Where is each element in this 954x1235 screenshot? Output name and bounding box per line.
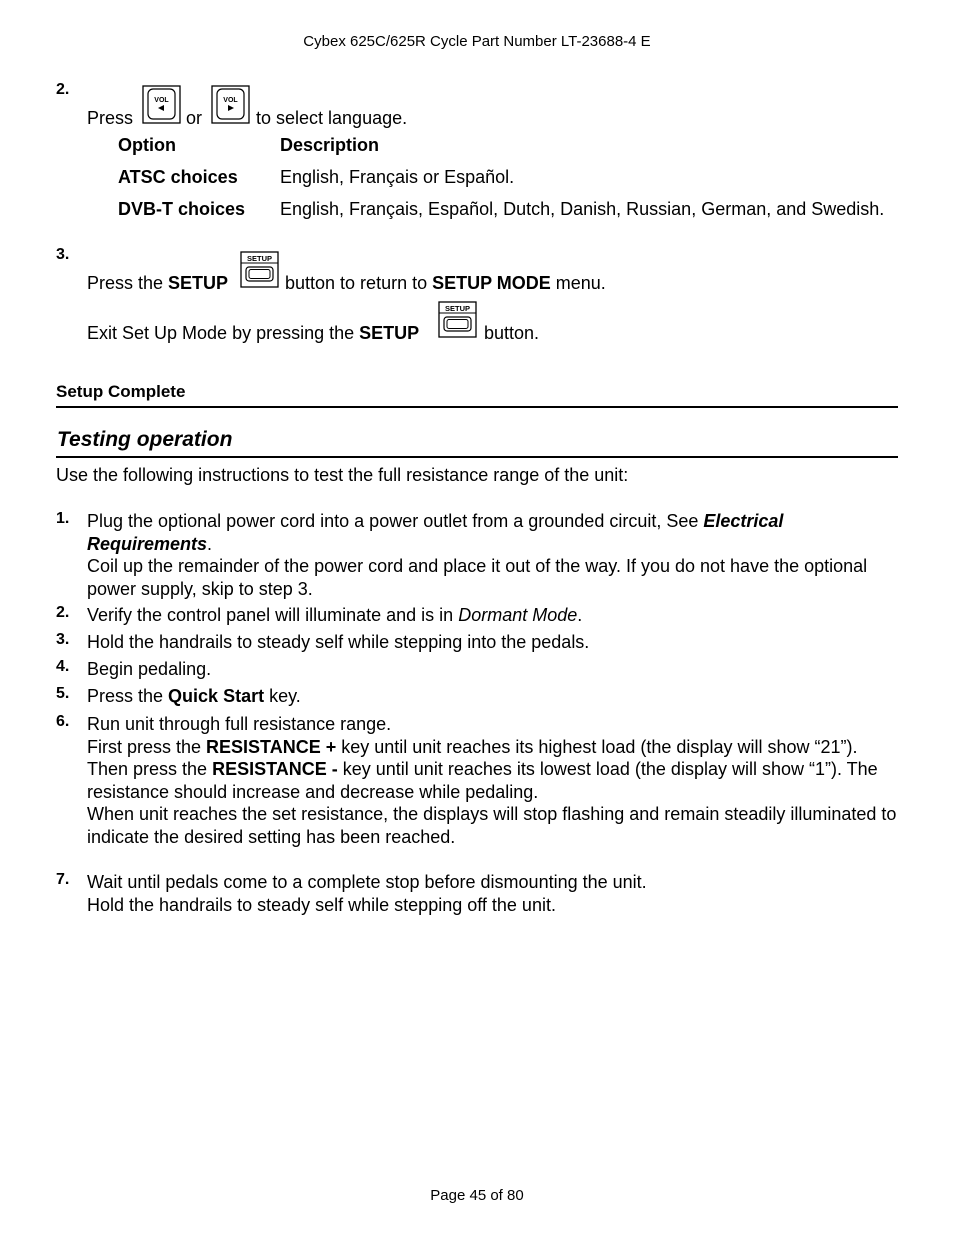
setup-label: SETUP — [246, 254, 273, 263]
vol-down-button-icon — [142, 85, 182, 125]
list-item: Run unit through full resistance range. First press the RESISTANCE + key until unit reaches its highest load (the display will show “21”). Then press the RESISTANCE - key until unit reaches its lowest load (the display will show “1”). The resistance should increase and decrease while pedaling. When unit reaches the set resistance, the displays will stop flashing and remain steadily illuminated to indicate the desired setting has been reached. — [87, 714, 897, 847]
table-cell-option: DVB-T choices — [118, 199, 246, 219]
table-cell-description: English, Français, Español, Dutch, Danish, Russian, German, and Swedish. — [280, 199, 885, 219]
or-text: or — [186, 108, 203, 128]
testing-intro: Use the following instructions to test the full resistance range of the unit: — [56, 465, 629, 485]
table-cell-description: English, Français or Español. — [280, 167, 515, 187]
section-divider — [56, 406, 898, 408]
press-text: Press — [87, 108, 134, 128]
exit-setup-line-tail: button. — [484, 323, 540, 343]
step-number: 5. — [56, 685, 70, 702]
step-number: 3. — [56, 631, 70, 648]
return-setup-line-tail: button to return to SETUP MODE menu. — [285, 273, 606, 293]
list-item: Wait until pedals come to a complete stop before dismounting the unit. Hold the handrails to steady self while stepping off the unit. — [87, 872, 647, 915]
testing-operation-heading: Testing operation — [57, 428, 233, 451]
vol-label: VOL — [223, 97, 238, 104]
table-header-description: Description — [280, 135, 380, 155]
table-cell-option: ATSC choices — [118, 167, 238, 187]
step-number: 2. — [56, 604, 70, 621]
step-number: 3. — [56, 246, 70, 263]
exit-setup-line: Exit Set Up Mode by pressing the SETUP — [87, 323, 420, 343]
list-item: Press the Quick Start key. — [87, 686, 301, 706]
setup-label: SETUP — [444, 304, 471, 313]
step-number: 1. — [56, 510, 70, 527]
document-header: Cybex 625C/625R Cycle Part Number LT-23688-4 E — [303, 33, 651, 50]
setup-complete-heading: Setup Complete — [56, 382, 186, 401]
list-item: Verify the control panel will illuminate and is in Dormant Mode. — [87, 605, 583, 625]
list-item: Hold the handrails to steady self while stepping into the pedals. — [87, 632, 590, 652]
setup-button-icon — [240, 251, 280, 289]
list-item: Plug the optional power cord into a power outlet from a grounded circuit, See Electrical Requirements. Coil up the remainder of the power cord and place it out of the way. If you do not have the optional power supply, skip to step 3. — [87, 511, 868, 599]
page-number: Page 45 of 80 — [430, 1187, 524, 1204]
setup-button-icon — [438, 301, 478, 339]
section-divider — [56, 456, 898, 458]
return-setup-line: Press the SETUP — [87, 273, 229, 293]
step-number: 2. — [56, 81, 70, 98]
table-header-option: Option — [118, 135, 176, 155]
vol-up-button-icon — [211, 85, 251, 125]
vol-label: VOL — [154, 97, 169, 104]
select-language-text: to select language. — [256, 108, 408, 128]
step-number: 7. — [56, 871, 70, 888]
list-item: Begin pedaling. — [87, 659, 212, 679]
step-number: 4. — [56, 658, 70, 675]
electrical-requirements-reference: Electrical Requirements — [87, 511, 784, 554]
step-number: 6. — [56, 713, 70, 730]
